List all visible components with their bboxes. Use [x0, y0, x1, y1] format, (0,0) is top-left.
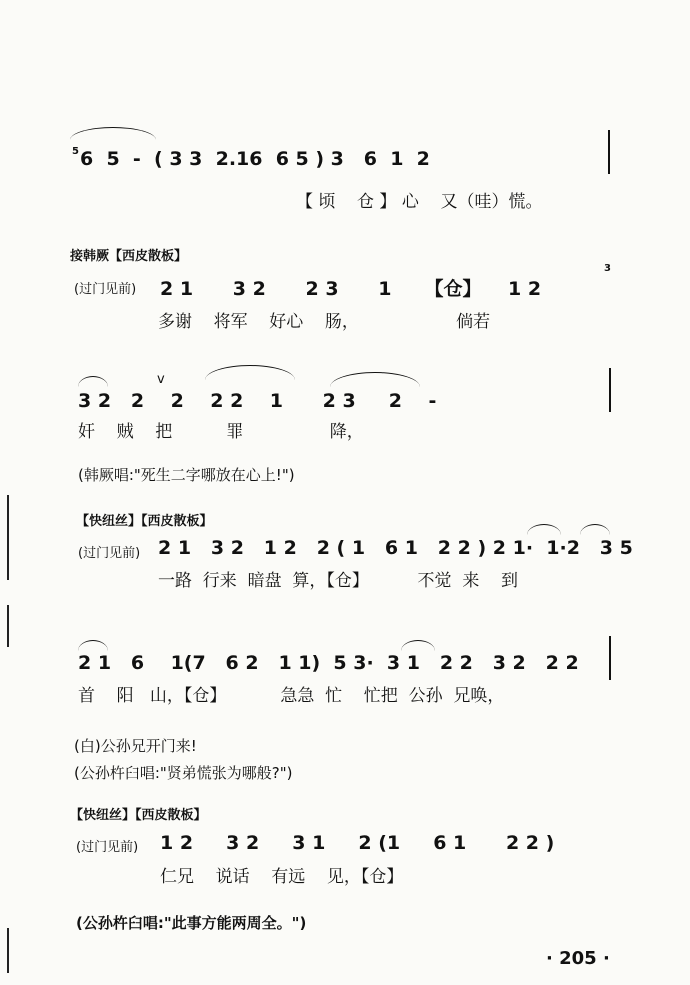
notes-line-5: 2 1 6 1(7 6 2 1 1) 5 3· 3 1 2 2 3 2 2 2 — [78, 652, 579, 674]
spoken-line-2: (白)公孙兄开门来! — [74, 737, 197, 755]
grace-note: 3 — [604, 263, 611, 274]
bar-line — [609, 368, 611, 412]
bar-line — [608, 130, 610, 174]
lyrics-line-4: 一路 行来 暗盘 算，【仓】 不觉 来 到 — [158, 571, 518, 591]
lyrics-line-6: 仁兄 说话 有远 见，【仓】 — [160, 867, 404, 887]
page-number: · 205 · — [546, 948, 610, 969]
notes-line-1: 6 5 - ( 3 3 2.16 6 5 ) 3 6 1 2 — [80, 148, 430, 170]
slur-arc — [401, 640, 435, 651]
slur-arc — [78, 376, 108, 387]
intro-note-1: (过门见前) — [74, 282, 137, 297]
slur-arc — [78, 640, 108, 651]
scan-edge-line — [7, 928, 9, 973]
bar-line — [609, 636, 611, 680]
intro-note-3: (过门见前) — [76, 840, 139, 855]
intro-note-2: (过门见前) — [78, 546, 141, 561]
slur-arc — [330, 372, 420, 387]
notes-line-3: 3 2 2 2 2 2 1 2 3 2 - — [78, 390, 437, 412]
grace-note: 5 — [72, 146, 79, 157]
notes-line-6: 1 2 3 2 3 1 2 (1 6 1 2 2 ) — [160, 832, 555, 854]
lyrics-line-3: 奸 贼 把 罪 降， — [78, 422, 364, 442]
tie-arc — [70, 127, 156, 140]
scan-edge-line — [7, 495, 9, 580]
lyrics-line-1: 【 顷 仓 】 心 又（哇）慌。 — [296, 192, 543, 212]
section-heading-2: 【快纽丝】【西皮散板】 — [76, 514, 213, 529]
notes-line-2: 2 1 3 2 2 3 1 【仓】 1 2 — [160, 278, 542, 300]
scan-edge-line — [7, 605, 9, 647]
slur-arc — [527, 524, 561, 535]
slur-arc — [205, 365, 295, 380]
slur-arc — [580, 524, 610, 535]
lyrics-line-2: 多谢 将军 好心 肠， 倘若 — [158, 312, 491, 332]
spoken-line-3: (公孙杵臼唱:"贤弟慌张为哪般?") — [74, 764, 293, 782]
spoken-line-1: (韩厥唱:"死生二字哪放在心上!") — [78, 466, 295, 484]
notes-line-4: 2 1 3 2 1 2 2 ( 1 6 1 2 2 ) 2 1· 1·2 3 5 — [158, 537, 633, 559]
breath-mark: v — [157, 372, 165, 387]
spoken-line-4: (公孙杵臼唱:"此事方能两周全。") — [76, 914, 307, 932]
lyrics-line-5: 首 阳 山，【仓】 急急 忙 忙把 公孙 兄唤， — [78, 686, 505, 706]
section-heading-3: 【快纽丝】【西皮散板】 — [70, 808, 207, 823]
section-heading-1: 接韩厥【西皮散板】 — [70, 249, 188, 264]
